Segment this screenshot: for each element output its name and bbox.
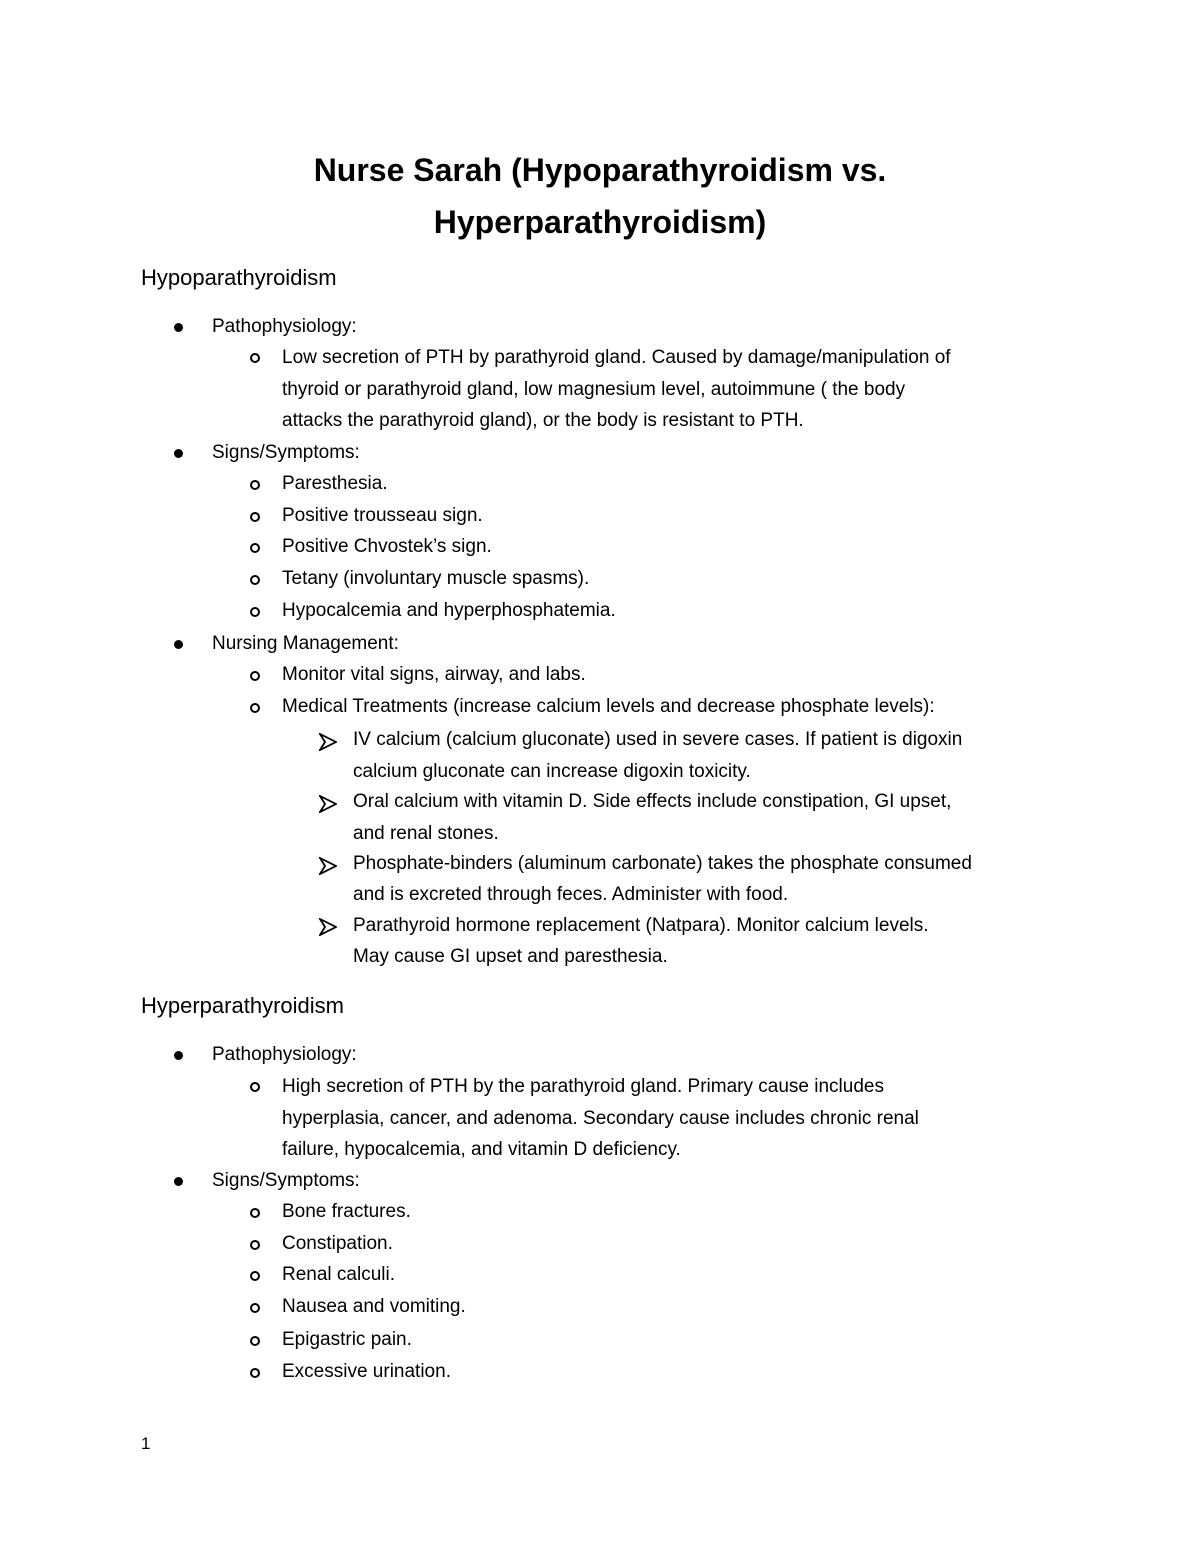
circle-bullet-icon — [250, 1208, 260, 1218]
treatment-line: and is excreted through feces. Administer with food. — [353, 884, 789, 905]
section-heading-hyperparathyroidism: Hyperparathyroidism — [141, 993, 344, 1018]
treatment-line: and renal stones. — [353, 823, 499, 844]
circle-bullet-icon — [250, 607, 260, 617]
hypo-signs-label: Signs/Symptoms: — [212, 442, 360, 463]
hypo-sign-item: Tetany (involuntary muscle spasms). — [282, 568, 590, 589]
hypo-nursing-label: Nursing Management: — [212, 633, 399, 654]
circle-bullet-icon — [250, 512, 260, 522]
hyper-sign-item: Bone fractures. — [282, 1201, 411, 1222]
circle-bullet-icon — [250, 1271, 260, 1281]
circle-bullet-icon — [250, 1336, 260, 1346]
arrow-bullet-icon — [319, 857, 337, 875]
hyper-patho-line-2: hyperplasia, cancer, and adenoma. Secondary cause includes chronic renal — [282, 1108, 919, 1129]
treatment-line: Phosphate-binders (aluminum carbonate) takes the phosphate consumed — [353, 853, 972, 874]
hyper-patho-label: Pathophysiology: — [212, 1044, 357, 1065]
arrow-bullet-icon — [319, 795, 337, 813]
hypo-medical-treatments-label: Medical Treatments (increase calcium levels and decrease phosphate levels): — [282, 696, 935, 717]
hyper-patho-line-3: failure, hypocalcemia, and vitamin D deficiency. — [282, 1139, 681, 1160]
treatment-line: calcium gluconate can increase digoxin toxicity. — [353, 761, 751, 782]
document-title-line-2: Hyperparathyroidism) — [433, 204, 767, 240]
section-heading-hypoparathyroidism: Hypoparathyroidism — [141, 265, 337, 290]
hypo-patho-line-2: thyroid or parathyroid gland, low magnesium level, autoimmune ( the body — [282, 379, 906, 400]
hypo-sign-item: Paresthesia. — [282, 473, 388, 494]
treatment-line: May cause GI upset and paresthesia. — [353, 946, 668, 967]
disc-bullet-icon — [174, 1051, 183, 1060]
disc-bullet-icon — [174, 640, 183, 649]
circle-bullet-icon — [250, 671, 260, 681]
hypo-sign-item: Positive trousseau sign. — [282, 505, 483, 526]
hypo-patho-label: Pathophysiology: — [212, 316, 357, 337]
circle-bullet-icon — [250, 1082, 260, 1092]
circle-bullet-icon — [250, 480, 260, 490]
hypo-nursing-monitor: Monitor vital signs, airway, and labs. — [282, 664, 586, 685]
hyper-signs-label: Signs/Symptoms: — [212, 1170, 360, 1191]
hyper-sign-item: Nausea and vomiting. — [282, 1296, 466, 1317]
hypo-sign-item: Hypocalcemia and hyperphosphatemia. — [282, 600, 616, 621]
hyper-patho-line-1: High secretion of PTH by the parathyroid gland. Primary cause includes — [282, 1076, 884, 1097]
hyper-sign-item: Epigastric pain. — [282, 1329, 412, 1350]
circle-bullet-icon — [250, 1303, 260, 1313]
treatment-line: Parathyroid hormone replacement (Natpara). Monitor calcium levels. — [353, 915, 929, 936]
page-number: 1 — [141, 1434, 151, 1453]
circle-bullet-icon — [250, 1240, 260, 1250]
circle-bullet-icon — [250, 703, 260, 713]
treatment-line: IV calcium (calcium gluconate) used in severe cases. If patient is digoxin — [353, 729, 963, 750]
hyper-sign-item: Constipation. — [282, 1233, 393, 1254]
disc-bullet-icon — [174, 323, 183, 332]
hypo-patho-line-1: Low secretion of PTH by parathyroid gland. Caused by damage/manipulation of — [282, 347, 951, 368]
disc-bullet-icon — [174, 449, 183, 458]
treatment-line: Oral calcium with vitamin D. Side effects include constipation, GI upset, — [353, 791, 952, 812]
disc-bullet-icon — [174, 1177, 183, 1186]
hyper-sign-item: Renal calculi. — [282, 1264, 395, 1285]
arrow-bullet-icon — [319, 733, 337, 751]
circle-bullet-icon — [250, 353, 260, 363]
hypo-sign-item: Positive Chvostek’s sign. — [282, 536, 492, 557]
circle-bullet-icon — [250, 1368, 260, 1378]
circle-bullet-icon — [250, 543, 260, 553]
hypo-patho-line-3: attacks the parathyroid gland), or the body is resistant to PTH. — [282, 410, 804, 431]
arrow-bullet-icon — [319, 918, 337, 936]
hyper-sign-item: Excessive urination. — [282, 1361, 451, 1382]
circle-bullet-icon — [250, 575, 260, 585]
document-title-line-1: Nurse Sarah (Hypoparathyroidism vs. — [313, 152, 887, 188]
